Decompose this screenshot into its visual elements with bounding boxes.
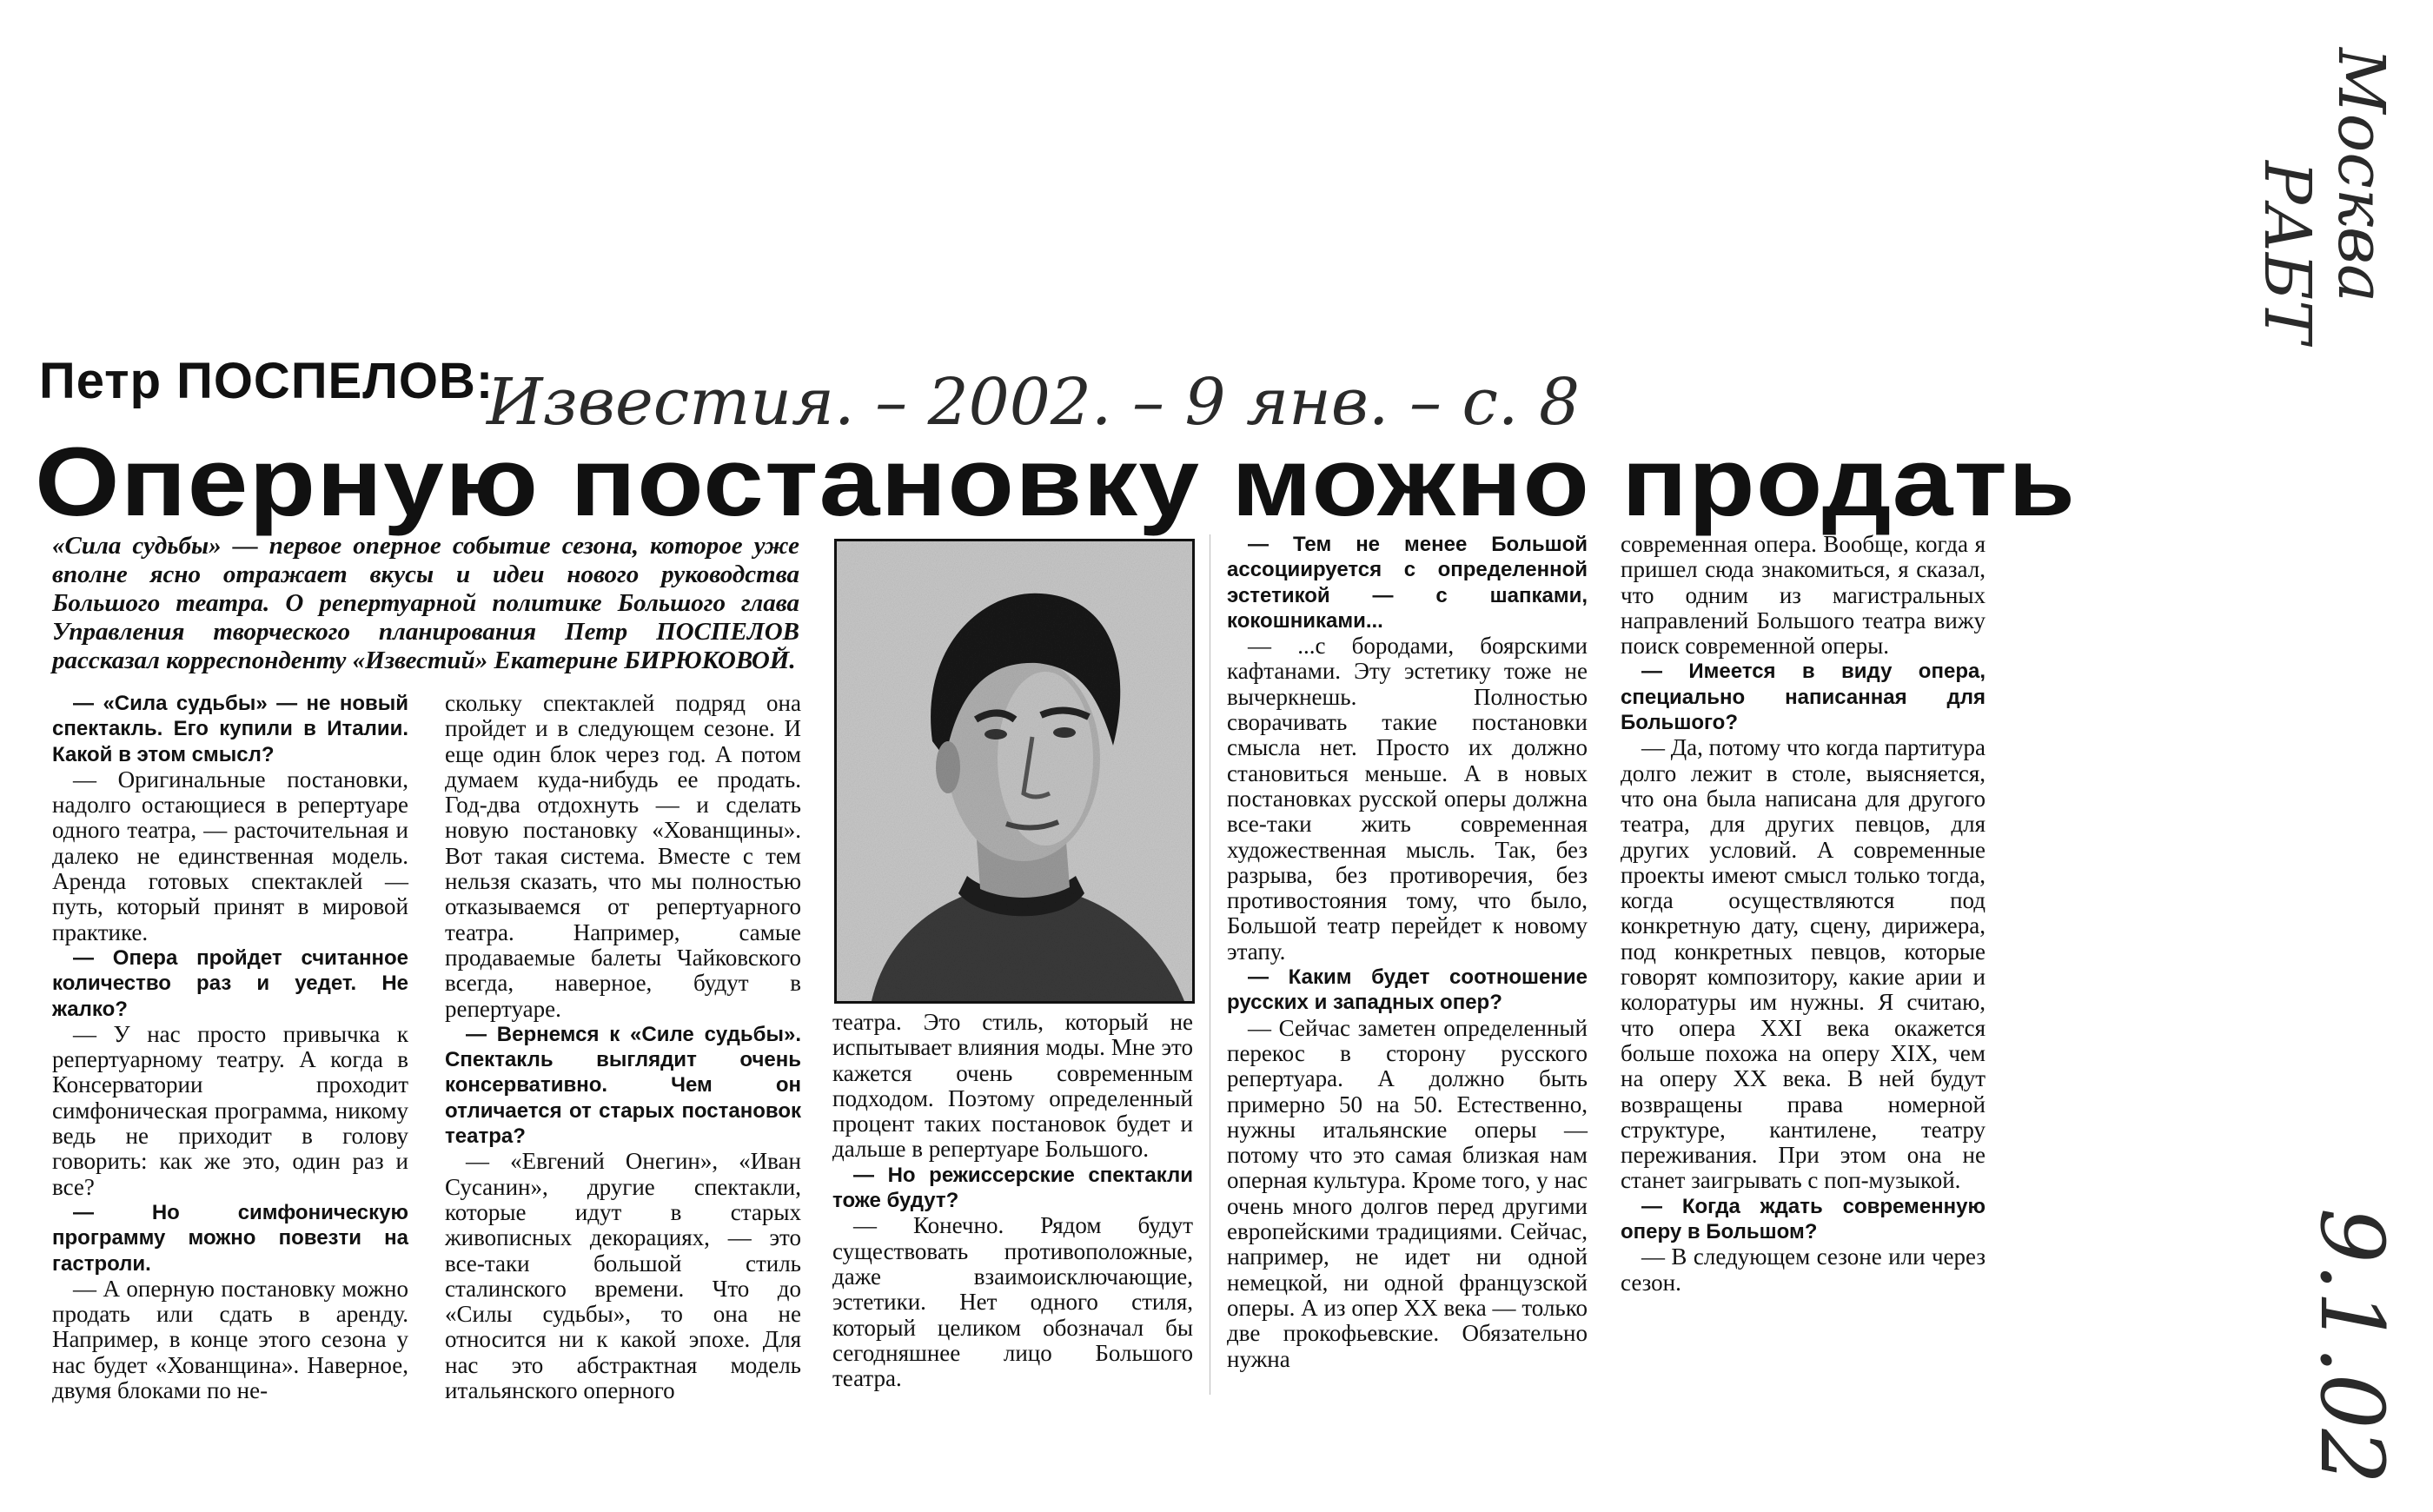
interview-answer: — «Евгений Онегин», «Иван Сусанин», другие спектакли, которые идут в старых живописных декорациях, — это все-таки большой стиль сталинского времени. Что до «Силы судьбы», то она не относится ни к какой эпохе. Для нас это абстрактная модель итальянского оперного [445,1148,801,1404]
article-column-4 [1227,532,1588,1372]
handwritten-source-note [2250,48,2411,343]
interview-question: — Но режиссерские спектакли тоже будут? [832,1163,1193,1213]
handwritten-date-note [2301,1208,2416,1485]
interview-answer: — Оригинальные постановки, надолго остающиеся в репертуаре одного театра, — расточительная и далеко не единственная модель. Аренда готовых спектаклей — путь, который принят в мировой практике. [52,766,408,945]
interview-answer: скольку спектаклей подряд она пройдет и в следующем сезоне. И еще один блок через год. А потом думаем куда-нибудь ее продать. Год-два отдохнуть — и сделать новую постановку «Хованщины». Вот такая система. Вместе с тем нельзя сказать, что мы полностью отказываемся от репертуарного театра. Например, самые продаваемые балеты Чайковского всегда, наверное, будут в репертуаре. [445,690,801,1022]
interview-question: — Когда ждать современную оперу в Большом? [1621,1194,1986,1244]
article-lead: «Сила судьбы» — первое оперное событие сезона, которое уже вполне ясно отражает вкусы и идеи нового руководства Большого театра. О репертуарной политике Большого глава Управления творческого планирования Петр ПОСПЕЛОВ рассказал корреспонденту «Известий» Екатерине БИРЮКОВОЙ. [52,532,799,674]
interview-answer: — Сейчас заметен определенный перекос в сторону русского репертуара. А должно быть примерно 50 на 50. Естественно, нужны итальянские оперы — потому что это самая близкая нам оперная культура. Кроме того, у нас очень много долгов перед другими европейскими традициями. Сейчас, например, не идет ни одной немецкой, ни одной французской оперы. А из опер XX века — только две прокофьевские. Обязательно нужна [1227,1014,1588,1372]
article-column-3 [832,1010,1193,1391]
author-photo [834,539,1195,1004]
handwritten-code: РАБТ [2250,161,2324,343]
article-author: Петр ПОСПЕЛОВ: [39,353,494,409]
interview-question: — Вернемся к «Силе судьбы». Спектакль выглядит очень консервативно. Чем он отличается от старых постановок театра? [445,1022,801,1149]
interview-question: — «Сила судьбы» — не новый спектакль. Его купили в Италии. Какой в этом смысл? [52,692,408,766]
interview-question: — Но симфоническую программу можно повезти на гастроли. [52,1200,408,1276]
interview-question: — Имеется в виду опера, специально написанная для Большого? [1621,660,1986,735]
article-headline: Оперную постановку можно продать [35,428,2077,536]
interview-answer: — В следующем сезоне или через сезон. [1621,1243,1986,1296]
handwritten-date: 9.1.02 [2301,1208,2403,1485]
interview-answer: театра. Это стиль, который не испытывает влияния моды. Мне это кажется очень современным подходом. Поэтому определенный процент таких постановок будет и дальше в репертуаре Большого. [832,1009,1193,1163]
portrait-image [837,541,1192,1001]
interview-answer: — У нас просто привычка к репертуарному театру. А когда в Консерватории проходит симфоническая программа, никому ведь не приходит в голову говорить: как же это, один раз и все? [52,1020,408,1200]
interview-question: — Тем не менее Большой ассоциируется с определенной эстетикой — с шапками, кокошниками... [1227,533,1588,633]
handwritten-issue-note: Известия. – 2002. – 9 янв. – с. 8 [487,365,1581,440]
interview-answer: — Да, потому что когда партитура долго лежит в столе, выясняется, что она была написана для другого театра, для других певцов, для других условий. А современные проекты имеют смысл только тогда, когда осуществляются под конкретную дату, сцену, дирижера, под конкретных певцов, которые говорят композитору, какие арии и колоратуры им нужны. Я считаю, что опера XXI века окажется больше похожа на оперу XIX, чем на оперу XX века. В ней будут возвращены права номерной структуре, кантилене, театру переживания. При этом она не станет заигрывать с поп-музыкой. [1621,734,1986,1194]
article-column-2 [445,691,801,1403]
article-column-5 [1621,532,1986,1296]
interview-answer: — ...с бородами, боярскими кафтанами. Эту эстетику тоже не вычеркнешь. Полностью сворачивать такие постановки смысла нет. Просто их должно становиться меньше. А в новых постановках русской оперы должна все-таки жить современная художественная мысль. Так, без разрыва, без противоречия, без противостояния тому, что было, Большой театр перейдет к новому этапу. [1227,633,1588,965]
article-column-1 [52,691,408,1403]
interview-question: — Опера пройдет считанное количество раз и уедет. Не жалко? [52,945,408,1021]
handwritten-city: Москва [2324,48,2398,303]
interview-answer: — Конечно. Рядом будут существовать противоположные, даже взаимоисключающие, эстетики. Нет одного стиля, который целиком обозначал бы сегодняшнее лицо Большого театра. [832,1212,1193,1392]
interview-answer: современная опера. Вообще, когда я пришел сюда знакомиться, я сказал, что одним из магистральных направлений Большого театра вижу поиск современной оперы. [1621,531,1986,660]
interview-question: — Каким будет соотношение русских и западных опер? [1227,965,1588,1015]
interview-answer: — А оперную постановку можно продать или сдать в аренду. Например, в конце этого сезона у нас будет «Хованщина». Наверное, двумя блоками по не- [52,1275,408,1404]
